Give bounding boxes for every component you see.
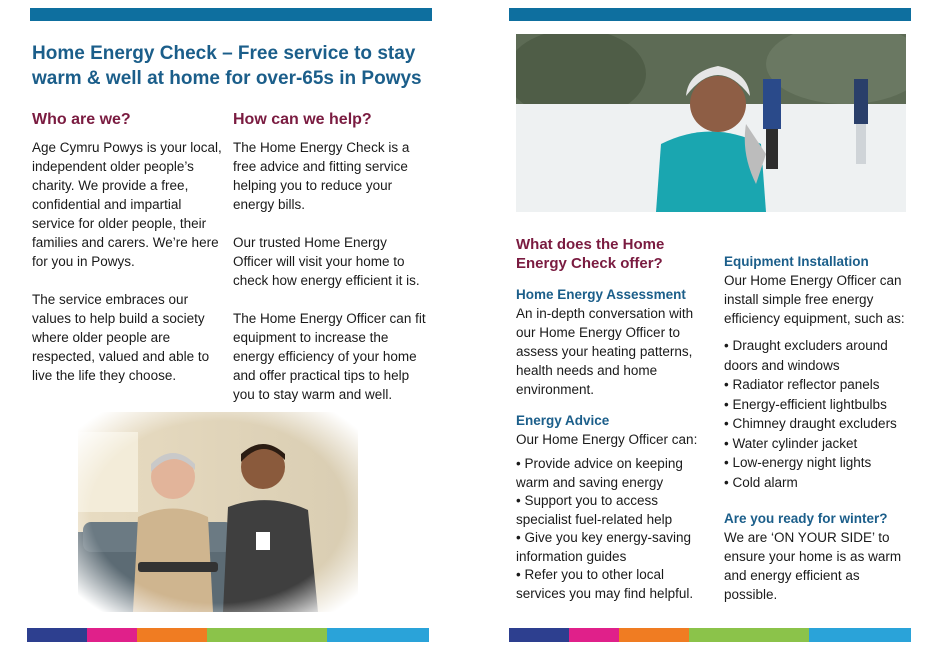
installation-heading: Equipment Installation xyxy=(724,254,869,269)
offer-heading: What does the Home Energy Check offer? xyxy=(516,236,665,272)
list-item: • Draught excluders around doors and windows xyxy=(724,338,888,373)
stripe-segment xyxy=(87,628,137,642)
who-paragraph-1: Age Cymru Powys is your local, independent older people’s charity. We provide a free, confidential and impartial service for older people, their families and carers. We’re here for you in Powys. xyxy=(32,140,222,269)
stripe-segment xyxy=(619,628,689,642)
list-item: • Energy-efficient lightbulbs xyxy=(724,396,887,412)
left-top-bar xyxy=(30,8,432,21)
list-item: • Water cylinder jacket xyxy=(724,435,858,451)
woman-in-snow-photo xyxy=(516,34,906,212)
stripe-segment xyxy=(137,628,207,642)
assessment-section xyxy=(516,286,712,399)
who-paragraph-2: The service embraces our values to help build a society where older people are respected, valued and able to live the life they choose. xyxy=(32,292,210,383)
list-item: • Refer you to other local services you may find helpful. xyxy=(516,567,694,601)
stripe-segment xyxy=(207,628,327,642)
stripe-segment xyxy=(689,628,809,642)
installation-intro: Our Home Energy Officer can install simple free energy efficiency equipment, such as: xyxy=(724,273,905,326)
list-item: • Low-energy night lights xyxy=(724,455,872,470)
energy-advice-list xyxy=(516,455,712,603)
winter-heading: Are you ready for winter? xyxy=(724,511,888,526)
list-item: • Radiator reflector panels xyxy=(724,377,880,392)
stripe-segment xyxy=(809,628,911,642)
stripe-segment xyxy=(27,628,87,642)
how-can-we-help-heading: How can we help? xyxy=(233,111,372,128)
how-can-we-help-section xyxy=(233,110,429,404)
who-are-we-section xyxy=(32,110,222,385)
officer-visit-photo xyxy=(78,412,358,612)
stripe-segment xyxy=(327,628,429,642)
energy-advice-heading: Energy Advice xyxy=(516,413,610,428)
installation-list xyxy=(724,336,914,492)
assessment-text: An in-depth conversation with our Home Energy Officer to assess your heating patterns, health needs and home environment. xyxy=(516,306,694,397)
who-are-we-heading: Who are we? xyxy=(32,111,131,128)
list-item: • Provide advice on keeping warm and saving energy xyxy=(516,456,683,490)
energy-advice-section xyxy=(516,412,712,603)
assessment-heading: Home Energy Assessment xyxy=(516,287,686,302)
list-item: • Support you to access specialist fuel-related help xyxy=(516,493,673,527)
list-item: • Cold alarm xyxy=(724,474,798,490)
stripe-segment xyxy=(509,628,569,642)
equipment-installation-section xyxy=(724,253,914,492)
energy-advice-intro: Our Home Energy Officer can: xyxy=(516,432,698,447)
right-bottom-stripe xyxy=(509,628,911,642)
right-top-bar xyxy=(509,8,911,21)
how-paragraph-2: Our trusted Home Energy Officer will visit your home to check how energy efficient it is. xyxy=(233,235,420,288)
winter-text: We are ‘ON YOUR SIDE’ to ensure your home is as warm and energy efficient as possible. xyxy=(724,530,902,602)
page-title: Home Energy Check – Free service to stay warm & well at home for over-65s in Powys xyxy=(32,43,422,89)
left-bottom-stripe xyxy=(27,628,429,642)
winter-section xyxy=(724,510,914,604)
stripe-segment xyxy=(569,628,619,642)
list-item: • Give you key energy-saving information guides xyxy=(516,530,692,564)
how-paragraph-3: The Home Energy Officer can fit equipment to increase the energy efficiency of your home and offer practical tips to help you to stay warm and well. xyxy=(233,311,426,402)
list-item: • Chimney draught excluders xyxy=(724,416,897,431)
how-paragraph-1: The Home Energy Check is a free advice and fitting service helping you to reduce your energy bills. xyxy=(233,140,410,212)
